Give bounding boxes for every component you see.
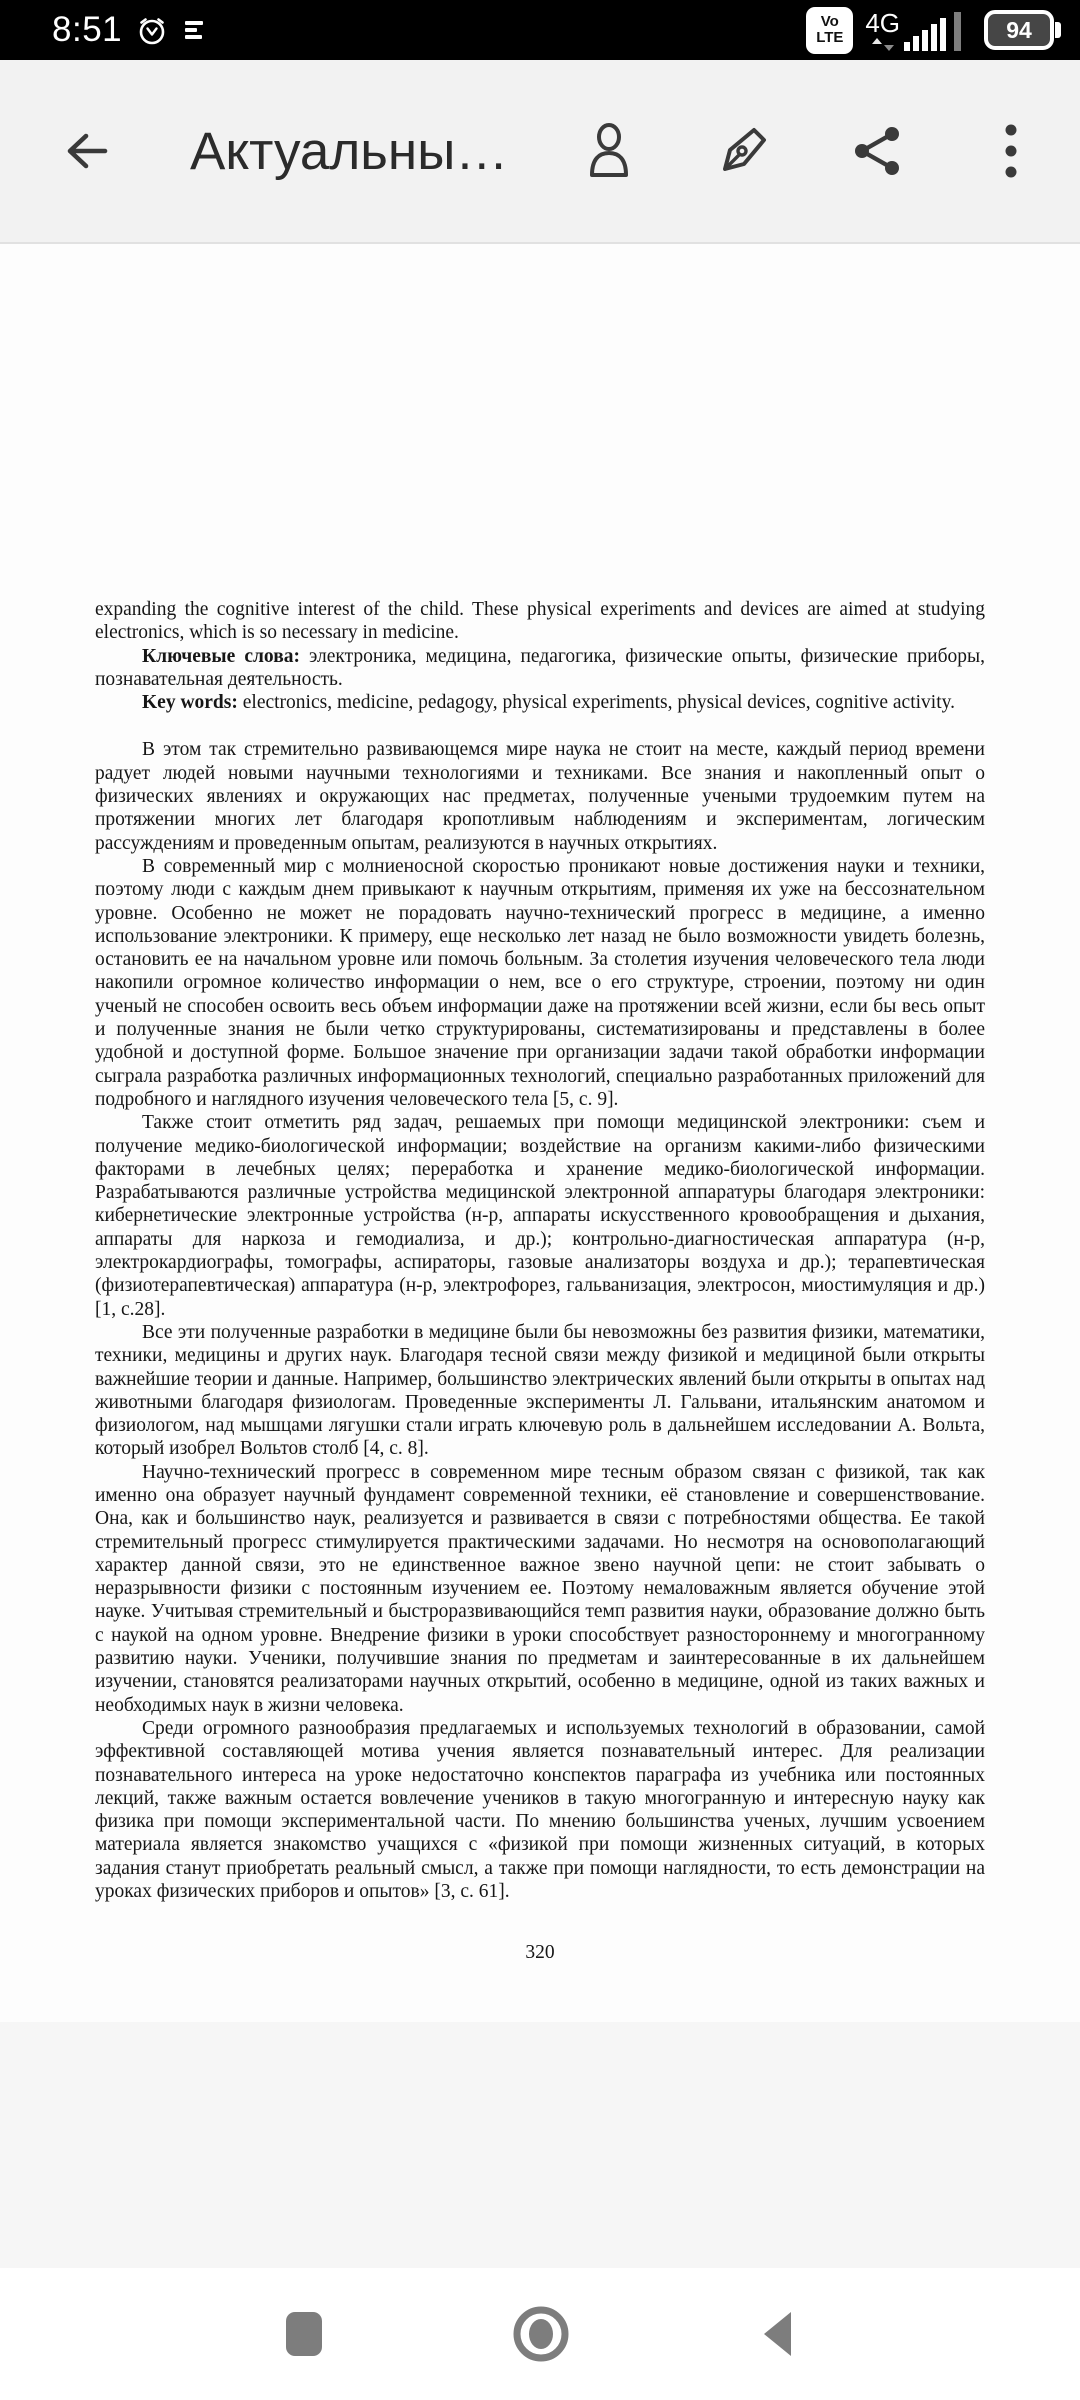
toolbar-actions	[578, 120, 1042, 182]
status-time: 8:51	[52, 10, 123, 49]
abstract-block	[95, 598, 985, 714]
keywords-ru-text: электроника, медицина, педагогика, физические опыты, физические приборы, познавательная деятельность.	[95, 645, 986, 690]
share-icon	[852, 125, 902, 177]
keywords-ru	[95, 645, 985, 692]
person-icon	[583, 123, 635, 179]
abstract-english-continuation	[95, 598, 985, 645]
status-right-icons	[806, 7, 1054, 54]
abstract-english-text: expanding the cognitive interest of the child. These physical experiments and devices are aimed at studying electronics, which is so necessary in medicine.	[95, 599, 985, 644]
document-text	[95, 598, 985, 1965]
keywords-en	[95, 691, 985, 714]
home-button[interactable]	[512, 2305, 570, 2363]
keywords-en-text: electronics, medicine, pedagogy, physical experiments, physical devices, cognitive activity.	[237, 692, 955, 714]
arrow-back-icon	[61, 125, 113, 177]
document-title: Актуальны…	[190, 121, 509, 181]
volte-line1: Vo	[820, 13, 839, 31]
keywords-ru-label: Ключевые слова:	[142, 645, 300, 667]
status-left-icons	[136, 14, 206, 46]
paragraph: Также стоит отметить ряд задач, решаемых при помощи медицинской электроники: съем и получение медико-биологической информации; воздействие на организм какими-либо физическими факторами в лечебных целях; переработка и хранение медико-биологической информации. Разрабатываются различные устройства медицинской электронной аппаратуры благодаря электроники: кибернетические электронные устройства (н-р, аппараты искусственного кровообращения и дыхания, аппараты для наркоза и гемодиализа, и др.); контрольно-диагностическая аппаратура (н-р, электрокардиографы, томографы, аспираторы, газовые анализаторы воздуха и др.); терапевтическая (физиотерапевтическая) аппаратура (н-р, электрофорез, гальванизация, электросон, миостимуляция и др.) [1, с.28].	[95, 1112, 985, 1320]
pen-nib-icon	[716, 124, 770, 178]
volte-icon	[806, 7, 853, 54]
share-button[interactable]	[846, 120, 908, 182]
profile-button[interactable]	[578, 120, 640, 182]
data-arrows-icon	[872, 38, 894, 51]
page-number: 320	[525, 1942, 555, 1964]
more-vert-icon	[1004, 122, 1018, 180]
paragraph: В современный мир с молниеносной скоростью проникают новые достижения науки и техники, поэтому люди с каждым днем привыкают к научным открытиям, применяя их уже на бессознательном уровне. Особенно не может не порадовать научно-технический прогресс в медицине, а именно использование электроники. К примеру, еще несколько лет назад не было возможности увидеть болезнь, остановить ее на начальном уровне или помочь больным. За столетия изучения человеческого тела люди накопили огромное количество информации о нем, все о его структуре, строении, поэтому ни один ученый не способен освоить весь объем информации даже на протяжении всей жизни, если бы весь опыт и полученные знания не были четко структурированы, систематизированы и представлены в более удобной и доступной форме. Большое значение при организации задачи такой обработки информации сыграла разработка различных информационных технологий, специально разработанных приложений для подробного и наглядного изучения человеческого тела [5, с. 9].	[95, 855, 985, 1110]
alarm-clock-icon	[136, 14, 168, 46]
document-page[interactable]	[0, 244, 1080, 2022]
article-body	[95, 738, 985, 1903]
network-type-block	[865, 10, 900, 51]
list-notification-icon	[182, 17, 206, 43]
back-triangle-icon	[760, 2309, 794, 2359]
battery-level: 94	[1006, 16, 1032, 43]
status-bar	[0, 0, 1080, 60]
battery-icon	[984, 10, 1054, 50]
annotate-button[interactable]	[712, 120, 774, 182]
volte-line2: LTE	[816, 29, 844, 46]
back-button[interactable]	[56, 120, 118, 182]
paragraph: Научно-технический прогресс в современном мире тесным образом связан с физикой, так как именно она образует научный фундамент современной техники, её становление и совершенствование. Она, как и большинство наук, реализуется и развивается в связи с потребностями общества. Ее такой стремительный прогресс стимулируется практическими задачами. Но несмотря на основополагающий характер данной связи, это не единственное важное звено научной цепи: не стоит забывать о неразрывности физики с постоянным изучением ее. Поэтому немаловажным является обучение этой науке. Учитывая стремительный и быстроразвивающийся темп развития науки, образование должно быть с наукой на одном уровне. Внедрение физики в уроки способствует разностороннему и многогранному развитию науки. Ученики, получившие знания по предметам и заинтересованные в их дальнейшем изучении, становятся реализаторами научных открытий, особенно в медицине, одной из таких важных и необходимых наук в жизни человека.	[95, 1461, 985, 1716]
signal-indicator	[865, 9, 966, 51]
app-toolbar	[0, 60, 1080, 244]
keywords-en-label: Key words:	[142, 692, 238, 714]
paragraph: Все эти полученные разработки в медицине были бы невозможны без развития физики, математики, техники, медицины и других наук. Благодаря тесной связи между физикой и медициной были открыты важнейшие теории и данные. Например, большинство электрических явлений были открыты в опытах над животными благодаря физиологам. Проведенные эксперименты Л. Гальвани, итальянским анатомом и физиологом, над мышцами лягушки стали играть ключевую роль в дальнейшем исследовании А. Вольта, который изобрел Вольтов столб [4, с. 8].	[95, 1321, 985, 1460]
paragraph: Среди огромного разнообразия предлагаемых и используемых технологий в образовании, самой эффективной составляющей мотива учения является познавательный интерес. Для реализации познавательного интереса на уроке недостаточно конспектов параграфа из учебника или постоянных лекций, также важным остается вовлечение учеников в такую многогранную и интересную науку как физика при помощи экспериментальной части. По мнению большинства ученых, лучшим усвоением материала является знакомство учащихся с «физикой при помощи жизненных ситуаций, в которых задания станут приобретать реальный смысл, а также при помощи наглядности, то есть демонстрации на уроках физических приборов и опытов» [3, с. 61].	[95, 1717, 985, 1903]
recents-icon	[286, 2312, 322, 2356]
home-icon	[512, 2305, 570, 2363]
overflow-menu-button[interactable]	[980, 120, 1042, 182]
signal-bars-icon	[904, 9, 966, 51]
back-nav-button[interactable]	[760, 2309, 794, 2359]
recents-button[interactable]	[286, 2312, 322, 2356]
android-nav-bar	[0, 2268, 1080, 2400]
network-type-label: 4G	[865, 8, 900, 38]
paragraph: В этом так стремительно развивающемся мире наука не стоит на месте, каждый период времени радует людей новыми научными технологиями и техниками. Все знания и накопленный опыт о физических явлениях и окружающих нас предметах, полученные учеными трудоемким путем на протяжении многих лет благодаря кропотливым наблюдениям и экспериментам, логическим рассуждениям и проведенным опытам, реализуются в научных открытиях.	[95, 739, 985, 854]
viewer-background	[0, 2022, 1080, 2268]
